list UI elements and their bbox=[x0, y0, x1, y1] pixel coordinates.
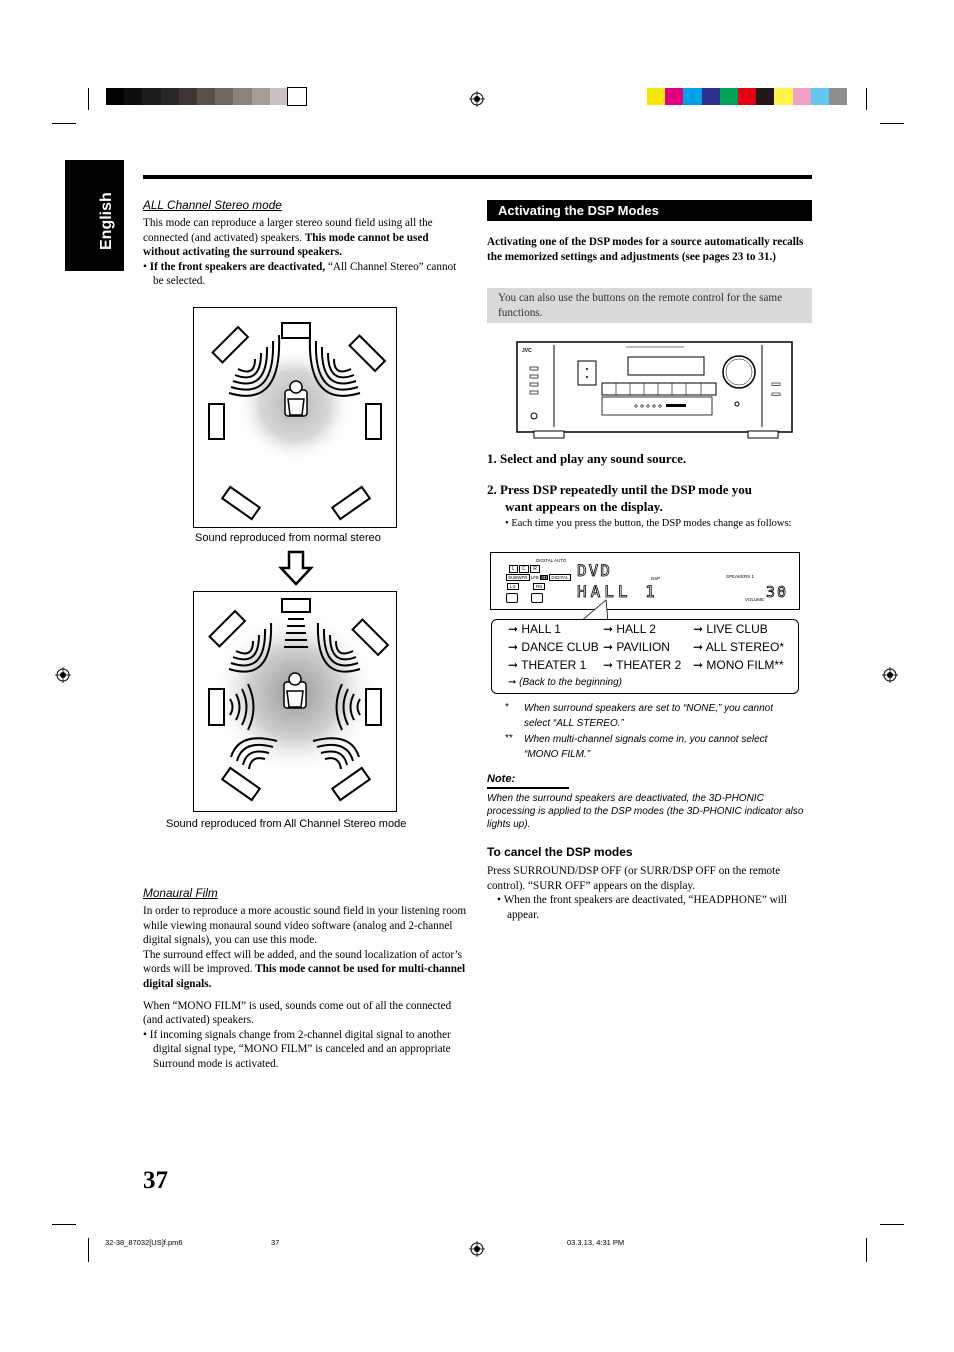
display-channel-row-1: L C R bbox=[509, 566, 540, 572]
intro-text: Activating one of the DSP modes for a source automatically recalls the memorized settings and adjustments (see pages 23 to 31.) bbox=[487, 236, 804, 263]
display-channel-row-3: LS RS bbox=[507, 584, 545, 589]
color-swatch bbox=[142, 88, 160, 105]
crop-mark bbox=[52, 123, 76, 124]
footer-page: 37 bbox=[271, 1238, 280, 1247]
color-swatch bbox=[161, 88, 179, 105]
all-channel-warning: This mode cannot be used without activating the surround speakers. bbox=[143, 231, 429, 259]
all-channel-paragraph bbox=[143, 216, 461, 289]
display-volume-label: VOLUME bbox=[745, 597, 765, 602]
monaural-bullet: • If incoming signals change from 2-channel digital signal to another digital signal type, “MONO FILM” is canceled and an appropriate Surround mode is activated. bbox=[143, 1028, 451, 1070]
step-2-line1: 2. Press DSP repeatedly until the DSP mode you bbox=[487, 482, 752, 497]
step-2-bullet: • Each time you press the button, the DSP modes change as follows: bbox=[505, 518, 792, 529]
color-swatch bbox=[756, 88, 774, 105]
crop-mark bbox=[880, 1224, 904, 1225]
arrow-down-icon bbox=[278, 550, 314, 586]
color-swatch bbox=[252, 88, 270, 105]
registration-mark-icon bbox=[55, 667, 71, 683]
language-label: English bbox=[98, 192, 115, 250]
display-line-1: DVD bbox=[577, 561, 612, 580]
color-swatch bbox=[829, 88, 847, 105]
footnote-2-mark: ** bbox=[505, 733, 513, 744]
cancel-heading: To cancel the DSP modes bbox=[487, 845, 633, 859]
registration-mark-icon bbox=[882, 667, 898, 683]
cancel-text: Press SURROUND/DSP OFF (or SURR/DSP OFF on the remote control). “SURR OFF” appears on the display. bbox=[487, 865, 781, 892]
crop-mark bbox=[88, 1238, 89, 1262]
normal-stereo-diagram bbox=[193, 307, 397, 528]
front-display-panel bbox=[490, 552, 800, 610]
note-rule bbox=[487, 787, 569, 789]
color-swatch bbox=[665, 88, 683, 105]
color-swatch bbox=[774, 88, 792, 105]
crop-mark bbox=[88, 88, 89, 110]
color-swatch bbox=[647, 88, 665, 105]
color-swatch bbox=[270, 88, 288, 105]
monaural-text-3: When “MONO FILM” is used, sounds come out of all the connected (and activated) speakers. bbox=[143, 999, 452, 1027]
section-title: Activating the DSP Modes bbox=[487, 200, 812, 221]
display-channel-row-2: SUBWFR LFE 3D DIGITAL bbox=[508, 575, 569, 580]
color-swatch bbox=[288, 88, 306, 105]
registration-mark-icon bbox=[469, 1241, 485, 1257]
registration-mark-icon bbox=[469, 91, 485, 107]
page-number: 37 bbox=[143, 1167, 168, 1194]
remote-note-box: You can also use the buttons on the remote control for the same functions. bbox=[487, 288, 812, 323]
crop-mark bbox=[866, 1238, 867, 1262]
color-swatch bbox=[179, 88, 197, 105]
color-swatch bbox=[124, 88, 142, 105]
all-channel-stereo-diagram bbox=[193, 591, 397, 812]
footnote-1-text: When surround speakers are set to “NONE,” you cannot select “ALL STEREO.” bbox=[524, 703, 774, 729]
normal-stereo-caption: Sound reproduced from normal stereo bbox=[195, 532, 381, 544]
color-swatch bbox=[811, 88, 829, 105]
crop-mark bbox=[880, 123, 904, 124]
display-box-right bbox=[531, 593, 543, 603]
color-swatch bbox=[215, 88, 233, 105]
display-speakers: SPEAKERS 1 bbox=[726, 574, 755, 579]
all-channel-caption: Sound reproduced from All Channel Stereo mode bbox=[166, 818, 407, 830]
all-channel-bullet: • If the front speakers are deactivated, “All Channel Stereo” cannot be selected. bbox=[143, 260, 457, 288]
cancel-bullet: • When the front speakers are deactivated, “HEADPHONE” will appear. bbox=[497, 894, 788, 921]
display-dsp: DSP bbox=[651, 576, 661, 581]
monaural-text-1: In order to reproduce a more acoustic sound field in your listening room while viewing monaural sound video software (analog and 2-channel digital signals), you can use this mode. bbox=[143, 905, 467, 947]
monaural-heading: Monaural Film bbox=[143, 886, 218, 900]
footer-file: 32-38_87032[US]f.pm6 bbox=[105, 1238, 183, 1247]
note-text: When the surround speakers are deactivated, the 3D-PHONIC processing is applied to the DSP modes (the 3D-PHONIC indicator also lights up). bbox=[487, 793, 804, 830]
color-swatch bbox=[793, 88, 811, 105]
color-swatch bbox=[197, 88, 215, 105]
color-swatch bbox=[106, 88, 124, 105]
step-1: 1. Select and play any sound source. bbox=[487, 451, 687, 466]
note-heading: Note: bbox=[487, 773, 516, 785]
crop-mark bbox=[52, 1224, 76, 1225]
display-line-2: HALL 1 bbox=[577, 582, 659, 601]
monaural-text-2: The surround effect will be added, and the sound localization of actor’s words will be improved. This mode cannot be used for multi-channel digital signals. bbox=[143, 948, 466, 990]
crop-mark bbox=[866, 88, 867, 110]
receiver-front-panel bbox=[516, 341, 794, 440]
footnote-2-text: When multi-channel signals come in, you cannot select “MONO FILM.” bbox=[524, 734, 768, 760]
footnote-1-mark: * bbox=[505, 702, 509, 713]
step-2-line2: want appears on the display. bbox=[505, 499, 663, 514]
device-brand: JVC bbox=[522, 348, 532, 354]
footer-date: 03.3.13, 4:31 PM bbox=[567, 1238, 625, 1247]
monaural-paragraph bbox=[143, 904, 469, 1072]
top-rule bbox=[143, 175, 812, 179]
color-swatch bbox=[738, 88, 756, 105]
cancel-paragraph bbox=[487, 864, 807, 922]
color-swatch bbox=[702, 88, 720, 105]
sequence-back: ➞ (Back to the beginning) bbox=[508, 677, 623, 688]
display-digital-auto: DIGITAL AUTO bbox=[536, 558, 567, 563]
color-swatch bbox=[233, 88, 251, 105]
display-box-left bbox=[506, 593, 518, 603]
color-swatch bbox=[720, 88, 738, 105]
all-channel-text: This mode can reproduce a larger stereo sound field using all the connected (and activated) speakers. bbox=[143, 217, 433, 244]
display-volume-value: 30 bbox=[766, 583, 789, 601]
all-channel-heading: ALL Channel Stereo mode bbox=[143, 198, 282, 212]
color-swatch bbox=[683, 88, 701, 105]
